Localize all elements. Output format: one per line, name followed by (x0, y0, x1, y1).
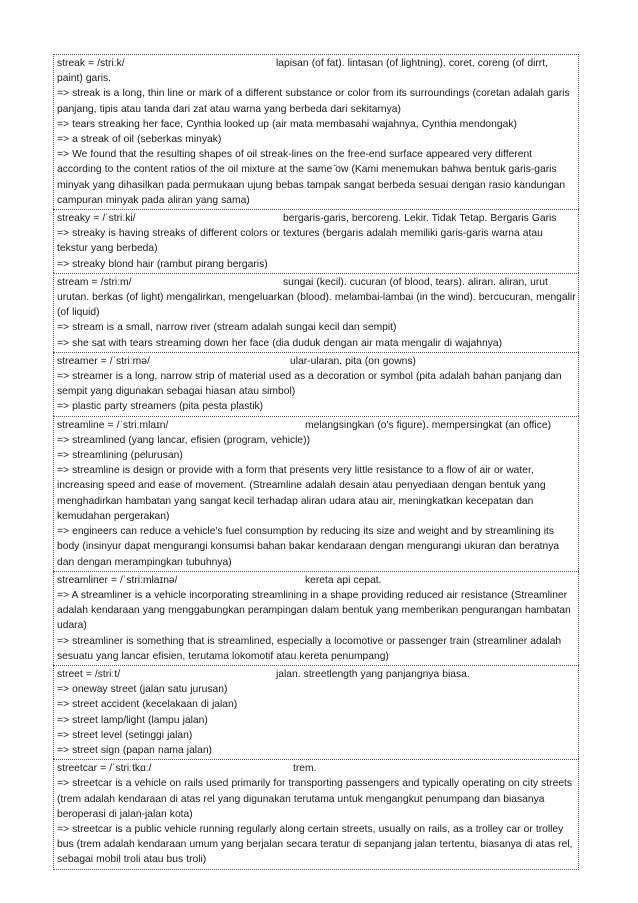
entry-head (57, 211, 576, 226)
example-line: => A streamliner is a vehicle incorporating streamlining in a shape providing reduced air resistance (Streamliner adalah kendaraan yang menggabungkan perampingan dalam bentuk yang memberikan pengurangan hambatan udara) (57, 589, 571, 632)
definition: ular-ularan. pita (on gowns) (290, 355, 416, 367)
dictionary-page (53, 54, 579, 870)
definition: sungai (kecil). cucuran (of blood, tears). aliran. aliran, urut urutan. berkas (of light) mengalirkan, mengeluarkan (blood). melambai-lambai (in the wind). bercucuran, mengalir (of liquid) (57, 276, 576, 319)
example-line: => a streak of oil (seberkas minyak) (57, 134, 222, 146)
example-line: => street accident (kecelakaan di jalan) (57, 699, 238, 711)
example-line: => street level (setinggi jalan) (57, 729, 193, 741)
headword: streetcar = /ˈstriːtkɑː/ (57, 763, 152, 775)
entry-streamliner (53, 571, 579, 665)
example-line: => streamline is design or provide with a form that presents very little resistance to a flow of air or water, increasing speed and ease of movement. (Streamline adalah desain atau penyediaan dengan bentuk yang menghadirkan hambatan yang sangat kecil terhadap aliran udara atau air, meningkatkan kecepatan dan kemudahan pergerakan) (57, 465, 546, 522)
example-line: => We found that the resulting shapes of oil streak-lines on the free-end surface appeared very different according to the content ratios of the oil mixture at the same ̄ow (Kami menemukan bahwa bentuk garis-garis minyak yang dihasilkan pada permukaan ujung bebas tampak sangat berbeda sesuai dengan rasio kandungan campuran minyak pada aliran yang sama) (57, 149, 566, 206)
entry-streaky (53, 209, 579, 273)
entry-head (57, 418, 576, 433)
example-line: => engineers can reduce a vehicle's fuel consumption by reducing its size and weight and by streamlining its body (insinyur dapat mengurangi konsumsi bahan bakar kendaraan dengan mengurangi ukuran dan beratnya dan dengan merampingkan tubuhnya) (57, 526, 560, 568)
example-line: => tears streaking her face, Cynthia looked up (air mata membasahi wajahnya, Cynthia mendongak) (57, 118, 517, 130)
example-line: => streamlined (yang lancar, efisien (program, vehicle)) (57, 434, 311, 446)
entry-streamline (53, 416, 579, 571)
definition: melangsingkan (o's figure). mempersingkat (an office) (305, 419, 552, 431)
example-line: => stream is a small, narrow river (stream adalah sungai kecil dan sempit) (57, 322, 397, 334)
headword: streak = /striːk/ (57, 58, 125, 69)
example-line: => streamliner is something that is streamlined, especially a locomotive or passenger train (streamliner adalah sesuatu yang lancar efisien, terutama lokomotif atau kereta penumpang) (57, 635, 562, 662)
definition: trem. (293, 763, 317, 775)
example-line: => streak is a long, thin line or mark of a different substance or color from its surroundings (coretan adalah garis panjang, tipis atau tanda dari zat atau warna yang berbeda dari sekitarnya) (57, 88, 570, 115)
definition: jalan. streetlength yang panjangnya biasa. (276, 668, 470, 680)
definition: bergaris-garis, bercoreng. Lekir. Tidak Tetap. Bergaris Garis (283, 213, 557, 225)
entry-head (57, 275, 576, 321)
entry-streamer (53, 352, 579, 416)
example-line: => streetcar is a public vehicle running regularly along certain streets, usually on rails, as a trolley car or trolley bus (trem adalah kendaraan umum yang berjalan secara teratur di sepanjang jalan tertentu, biasanya di atas rel, sebagai mobil troli atau bus troli) (57, 823, 573, 866)
headword: streamer = /ˈstriːmə/ (57, 355, 150, 367)
example-line: => streamer is a long, narrow strip of material used as a decoration or symbol (pita adalah bahan panjang dan sempit yang digunakan sebagai hiasan atau simbol) (57, 371, 562, 398)
example-line: => she sat with tears streaming down her face (dia duduk dengan air mata mengalir di wajahnya) (57, 337, 503, 349)
entry-street (53, 665, 579, 759)
example-line: => street sign (papan nama jalan) (57, 744, 212, 756)
entry-head (57, 56, 576, 86)
example-line: => streaky is having streaks of different colors or textures (bergaris adalah memiliki garis-garis warna atau tekstur yang berbeda) (57, 228, 543, 255)
example-line: => plastic party streamers (pita pesta plastik) (57, 401, 264, 413)
headword: streamliner = /ˈstriːmlaɪnə/ (57, 574, 178, 586)
entry-head (57, 761, 576, 776)
entry-head (57, 667, 576, 682)
entry-head (57, 573, 576, 588)
entry-stream (53, 273, 579, 352)
example-line: => street lamp/light (lampu jalan) (57, 714, 208, 726)
entry-streak (53, 54, 579, 209)
entry-head (57, 354, 576, 369)
definition: kereta api cepat. (305, 574, 382, 586)
example-line: => oneway street (jalan satu jurusan) (57, 684, 228, 696)
example-line: => streetcar is a vehicle on rails used primarily for transporting passengers and typically operating on city streets (trem adalah kendaraan di atas rel yang digunakan terutama untuk mengangkut penumpang dan biasanya beroperasi di jalan-jalan kota) (57, 778, 573, 820)
headword: streamline = /ˈstriːmlaɪn/ (57, 419, 169, 431)
entry-streetcar (53, 759, 579, 869)
headword: street = /striːt/ (57, 668, 121, 680)
headword: streaky = /ˈstriːki/ (57, 213, 136, 225)
example-line: => streamlining (pelurusan) (57, 450, 183, 462)
definition: lapisan (of fat). lintasan (of lightning). coret, coreng (of dirrt, paint) garis. (57, 58, 548, 85)
example-line: => streaky blond hair (rambut pirang bergaris) (57, 258, 268, 270)
headword: stream = /striːm/ (57, 276, 132, 288)
